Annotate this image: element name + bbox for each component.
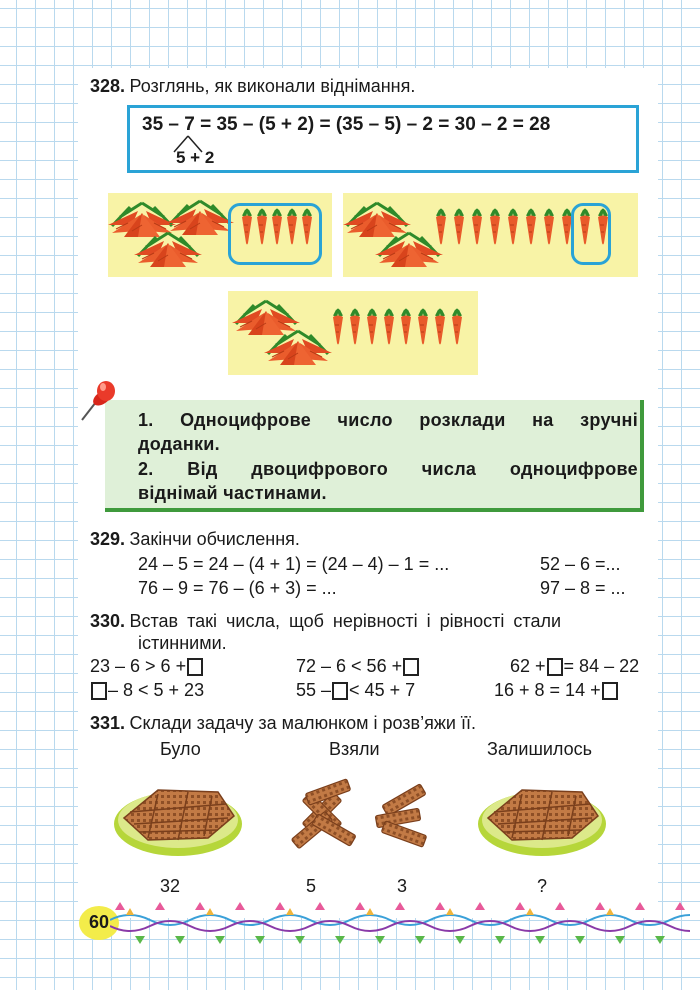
equation: 35 – 7 = 35 – (5 + 2) = (35 – 5) – 2 = 30 – 2 = 28 [142,114,551,135]
ineq-2b: 55 – < 45 + 7 [296,680,416,700]
exercise-title-cont: істинними. [138,633,227,653]
ineq-1c: 62 + = 84 – 22 [510,656,640,676]
wafers-remaining-image [474,766,610,862]
rule-1: 1. Одноцифрове число розклади на зручні [138,410,638,430]
value-left: ? [537,876,548,896]
label-taken: Взяли [329,739,380,759]
ineq-1a: 23 – 6 > 6 + [90,656,204,677]
label-was: Було [160,739,201,759]
exercise-330-header [90,611,635,632]
exercise-number: 329. [90,529,126,549]
answer-box[interactable] [547,658,563,676]
exercise-title: Встав такі числа, щоб нерівності і рівності стали [129,611,562,631]
exercise-328-header [90,76,415,97]
highlight-five [228,203,322,265]
answer-box[interactable] [187,658,203,676]
label-left: Залишилось [487,739,593,759]
exercise-number: 331. [90,713,126,733]
wafers-taken-three-image [372,782,432,848]
answer-box[interactable] [602,682,618,700]
exercise-title: Закінчи обчислення. [129,529,300,549]
split-expression: 5 + 2 [176,148,215,167]
pushpin-icon [76,376,120,426]
wafers-before-image [110,766,246,862]
wafers-taken-five-image [282,772,362,852]
calc-row-1-left: 24 – 5 = 24 – (4 + 1) = (24 – 4) – 1 = ... [138,554,450,574]
exercise-number: 330. [90,611,126,631]
exercise-number: 328. [90,76,126,96]
ineq-2c: 16 + 8 = 14 + [494,680,619,701]
equation-box [127,105,639,173]
page-number: 60 [88,912,110,932]
ineq-2a: – 8 < 5 + 23 [90,680,204,701]
value-taken-1: 5 [306,876,317,896]
answer-box[interactable] [403,658,419,676]
carrot-picture-3 [228,291,478,375]
calc-row-2-right: 97 – 8 = ... [540,578,626,598]
rule-1-cont: доданки. [138,434,220,454]
exercise-331-header [90,713,476,734]
calc-row-2-left: 76 – 9 = 76 – (6 + 3) = ... [138,578,337,598]
exercise-title: Склади задачу за малюнком і розв’яжи її. [129,713,476,733]
answer-box[interactable] [332,682,348,700]
rule-2-cont: віднімай частинами. [138,483,327,503]
rule-2: 2. Від двоцифрового числа одноцифрове [138,459,638,479]
value-was: 32 [160,876,181,896]
answer-box[interactable] [91,682,107,700]
value-taken-2: 3 [397,876,408,896]
ineq-1b: 72 – 6 < 56 + [296,656,420,677]
exercise-329-header [90,529,300,550]
highlight-two [571,203,611,265]
exercise-title: Розглянь, як виконали віднімання. [129,76,416,96]
calc-row-1-right: 52 – 6 =... [540,554,621,574]
decorative-wave-border [110,898,690,948]
